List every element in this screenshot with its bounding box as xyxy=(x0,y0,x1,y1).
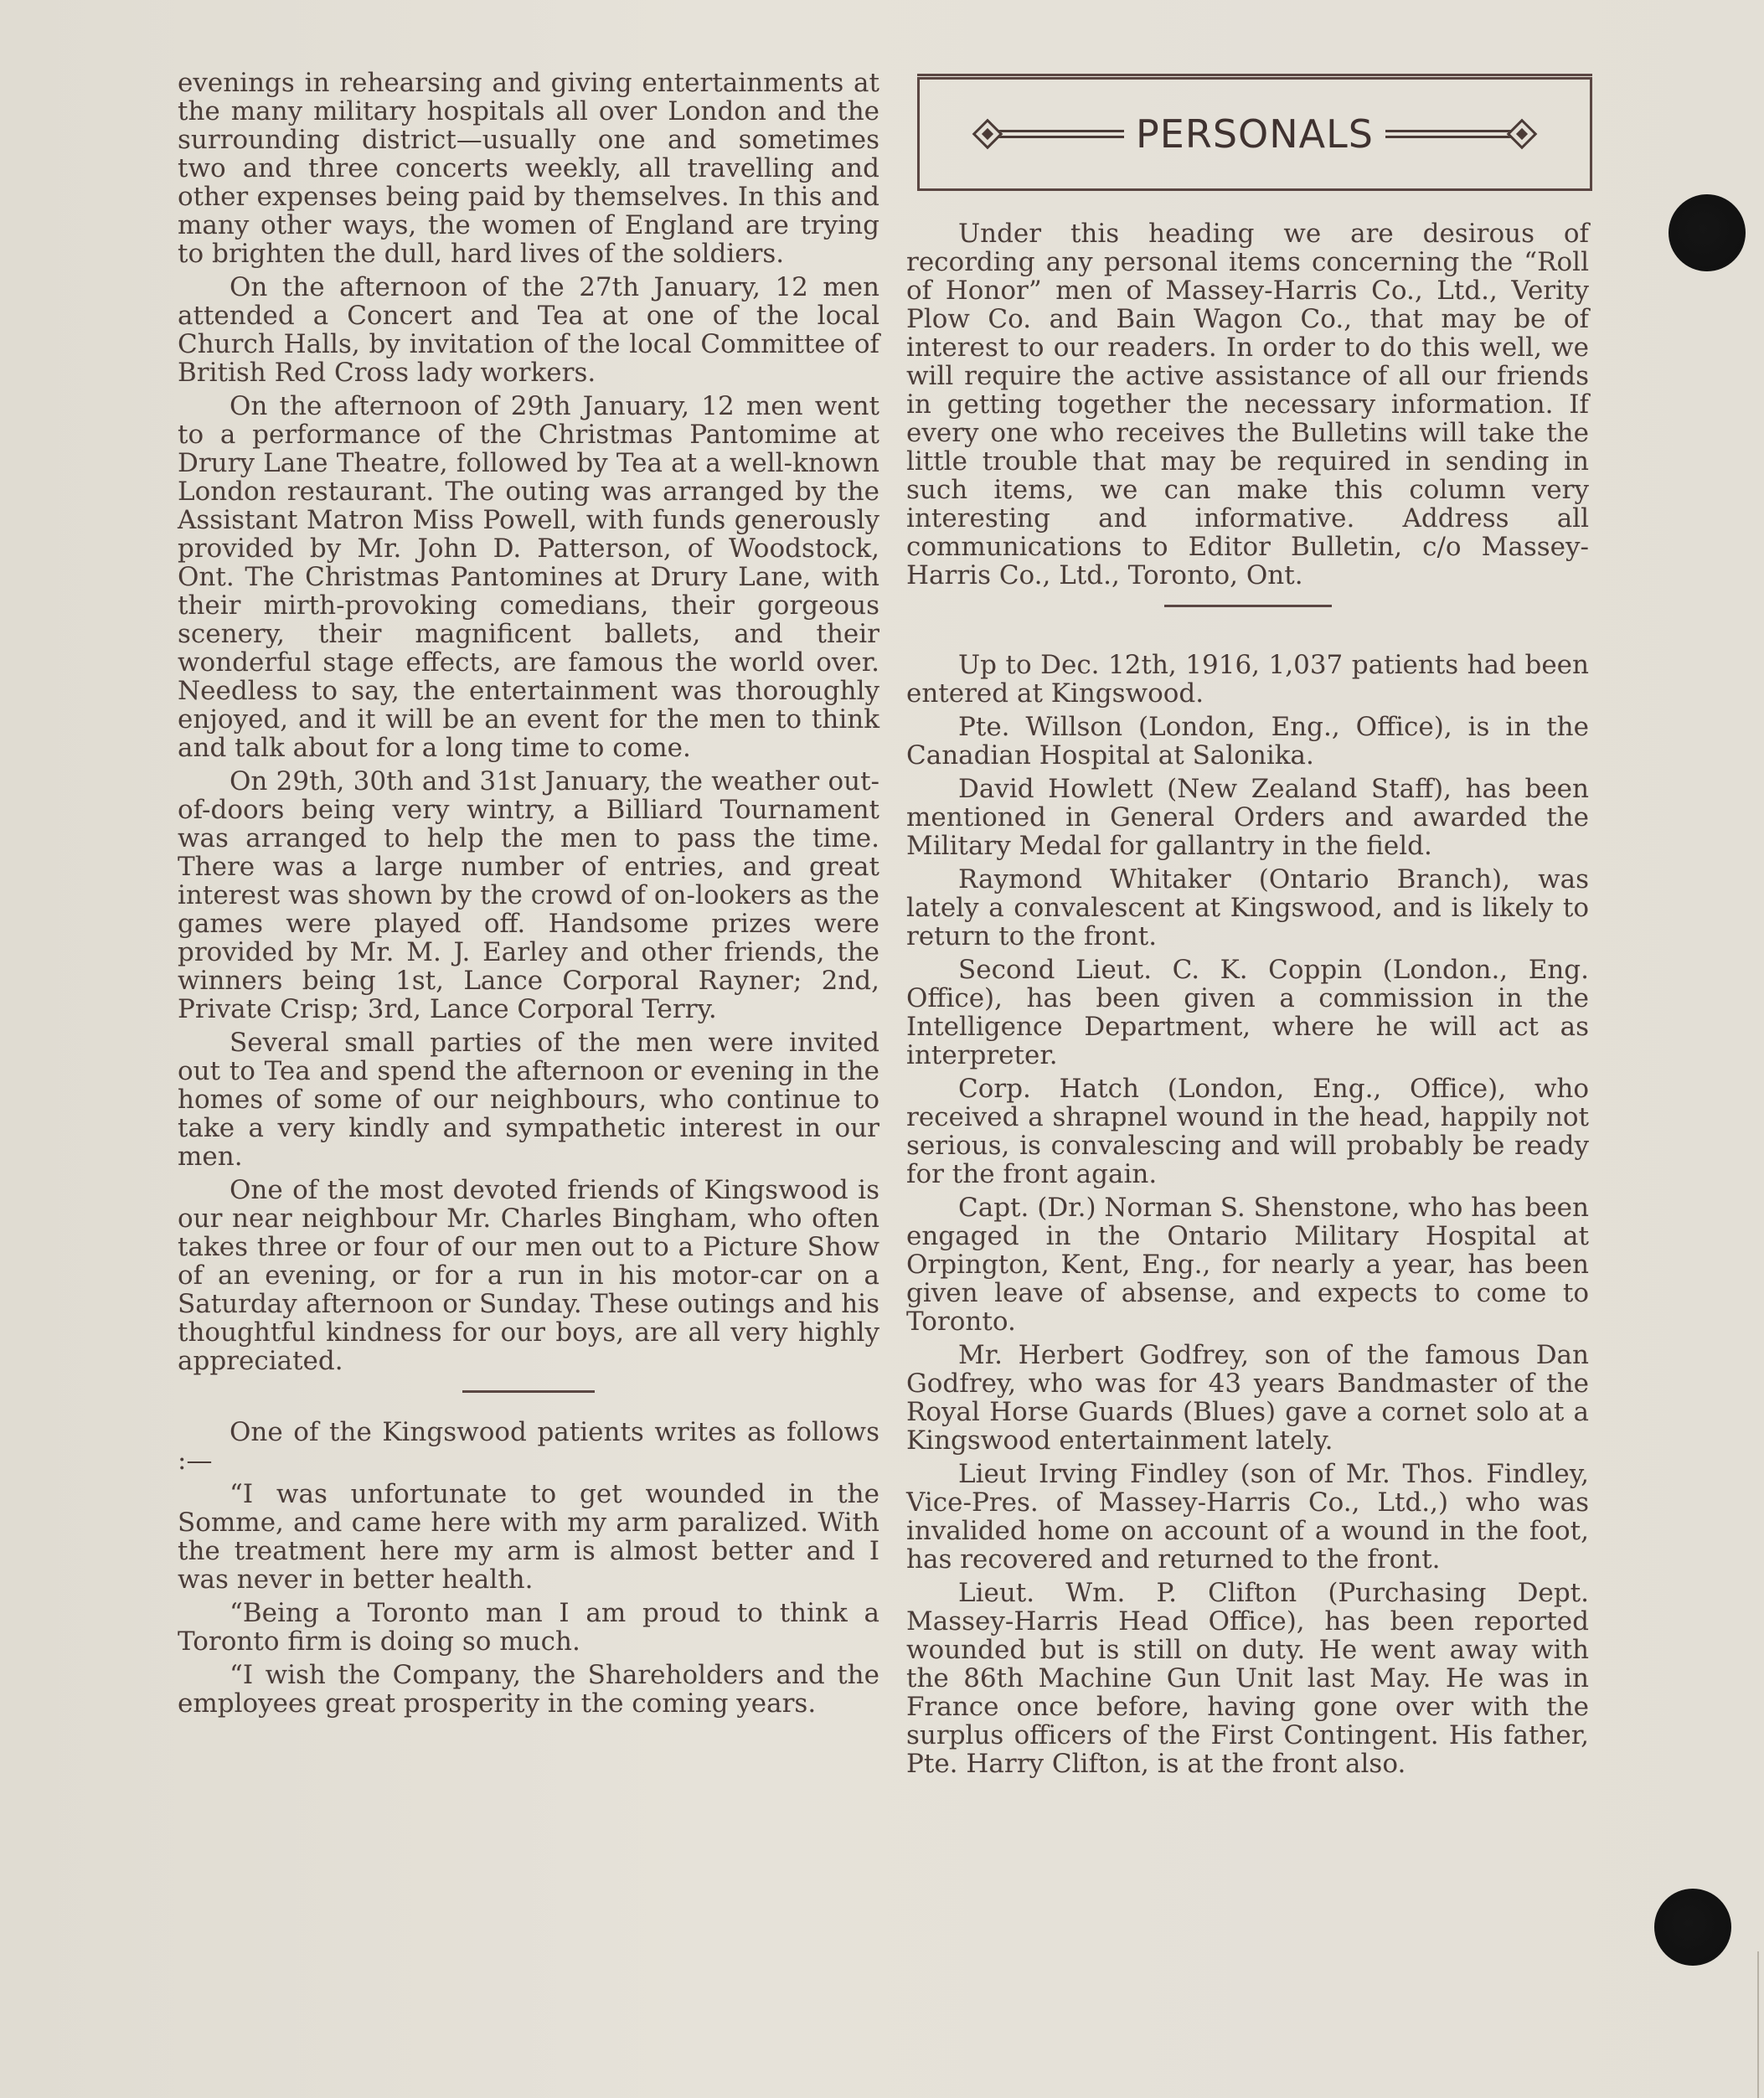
paragraph: One of the most devoted friends of Kingswood is our near neighbour Mr. Charles Bingham, who often takes three or four of our men out to a Picture Show of an evening, or for a run in his motor-car on a Saturday afternoon or Sunday. These outings and his thoughtful kindness for our boys, are all very highly appreciated. xyxy=(178,1175,879,1376)
personal-item: Capt. (Dr.) Norman S. Shenstone, who has been engaged in the Ontario Military Hospital at Orpington, Kent, Eng., for nearly a year, has been given leave of absense, and expects to come to Toronto. xyxy=(906,1193,1589,1337)
personal-item: Pte. Willson (London, Eng., Office), is in the Canadian Hospital at Salonika. xyxy=(906,712,1589,771)
right-column xyxy=(906,219,1589,1783)
binder-hole xyxy=(1654,1889,1731,1966)
section-title: PERSONALS xyxy=(1136,111,1374,157)
letter-paragraph: “I wish the Company, the Shareholders and the employees great prosperity in the coming years. xyxy=(178,1660,879,1719)
letter-paragraph: “Being a Toronto man I am proud to think a Toronto firm is doing so much. xyxy=(178,1598,879,1657)
personals-intro: Under this heading we are desirous of recording any personal items concerning the “Roll of Honor” men of Massey-Harris Co., Ltd., Verity Plow Co. and Bain Wagon Co., that may be of interest to our readers. In order to do this well, we will require the active assistance of all our friends in getting together the necessary information. If every one who receives the Bulletins will take the little trouble that may be required in sending in such items, we can make this column very interesting and informative. Address all communications to Editor Bulletin, c/o Massey-Harris Co., Ltd., Toronto, Ont. xyxy=(906,219,1589,590)
personal-item: Second Lieut. C. K. Coppin (London., Eng. Office), has been given a commission in the Intelligence Department, where he will act as interpreter. xyxy=(906,955,1589,1070)
header-ornament-left xyxy=(977,123,1124,145)
double-rule xyxy=(998,130,1124,138)
diamond-icon xyxy=(972,119,1003,150)
paragraph: On 29th, 30th and 31st January, the weather out-of-doors being very wintry, a Billiard Tournament was arranged to help the men to pass the time. There was a large number of entries, and great interest was shown by the crowd of on-lookers as the games were played off. Handsome prizes were provided by Mr. M. J. Earley and other friends, the winners being 1st, Lance Corporal Rayner; 2nd, Private Crisp; 3rd, Lance Corporal Terry. xyxy=(178,766,879,1024)
personal-item: Lieut. Wm. P. Clifton (Purchasing Dept. Massey-Harris Head Office), has been reported wounded but is still on duty. He went away with the 86th Machine Gun Unit last May. He was in France once before, having gone over with the surplus officers of the First Contingent. His father, Pte. Harry Clifton, is at the front also. xyxy=(906,1578,1589,1779)
personal-item: Corp. Hatch (London, Eng., Office), who received a shrapnel wound in the head, happily not serious, is convalescing and will probably be ready for the front again. xyxy=(906,1074,1589,1189)
paragraph: Several small parties of the men were invited out to Tea and spend the afternoon or evening in the homes of some of our neighbours, who continue to take a very kindly and sympathetic interest in our men. xyxy=(178,1028,879,1172)
personals-header xyxy=(917,77,1592,191)
letter-paragraph: “I was unfortunate to get wounded in the Somme, and came here with my arm paralized. With the treatment here my arm is almost better and I was never in better health. xyxy=(178,1479,879,1595)
section-divider xyxy=(462,1390,595,1393)
personal-item: Up to Dec. 12th, 1916, 1,037 patients had been entered at Kingswood. xyxy=(906,650,1589,709)
letter-intro: One of the Kingswood patients writes as follows :— xyxy=(178,1417,879,1476)
left-column xyxy=(178,69,879,1723)
personal-item: Raymond Whitaker (Ontario Branch), was lately a convalescent at Kingswood, and is likely to return to the front. xyxy=(906,864,1589,951)
header-ornament-right xyxy=(1385,123,1533,145)
page-edge xyxy=(1757,1951,1759,2098)
double-rule xyxy=(1385,130,1511,138)
paragraph: On the afternoon of the 27th January, 12 men attended a Concert and Tea at one of the local Church Halls, by invitation of the local Committee of British Red Cross lady workers. xyxy=(178,272,879,388)
personal-item: David Howlett (New Zealand Staff), has been mentioned in General Orders and awarded the Military Medal for gallantry in the field. xyxy=(906,774,1589,861)
header-top-rule xyxy=(917,74,1592,76)
paragraph: evenings in rehearsing and giving entertainments at the many military hospitals all over London and the surrounding district—usually one and sometimes two and three concerts weekly, all travelling and other expenses being paid by themselves. In this and many other ways, the women of England are trying to brighten the dull, hard lives of the soldiers. xyxy=(178,68,879,269)
personal-item: Lieut Irving Findley (son of Mr. Thos. Findley, Vice-Pres. of Massey-Harris Co., Ltd.,) who was invalided home on account of a wound in the foot, has recovered and returned to the front. xyxy=(906,1459,1589,1575)
section-divider xyxy=(1164,605,1332,607)
binder-hole xyxy=(1669,194,1746,271)
personal-item: Mr. Herbert Godfrey, son of the famous Dan Godfrey, who was for 43 years Bandmaster of the Royal Horse Guards (Blues) gave a cornet solo at a Kingswood entertainment lately. xyxy=(906,1340,1589,1456)
paragraph: On the afternoon of 29th January, 12 men went to a performance of the Christmas Pantomime at Drury Lane Theatre, followed by Tea at a well-known London restaurant. The outing was arranged by the Assistant Matron Miss Powell, with funds generously provided by Mr. John D. Patterson, of Woodstock, Ont. The Christmas Pantomines at Drury Lane, with their mirth-provoking comedians, their gorgeous scenery, their magnificent ballets, and their wonderful stage effects, are famous the world over. Needless to say, the entertainment was thoroughly enjoyed, and it will be an event for the men to think and talk about for a long time to come. xyxy=(178,391,879,763)
diamond-icon xyxy=(1507,119,1538,150)
